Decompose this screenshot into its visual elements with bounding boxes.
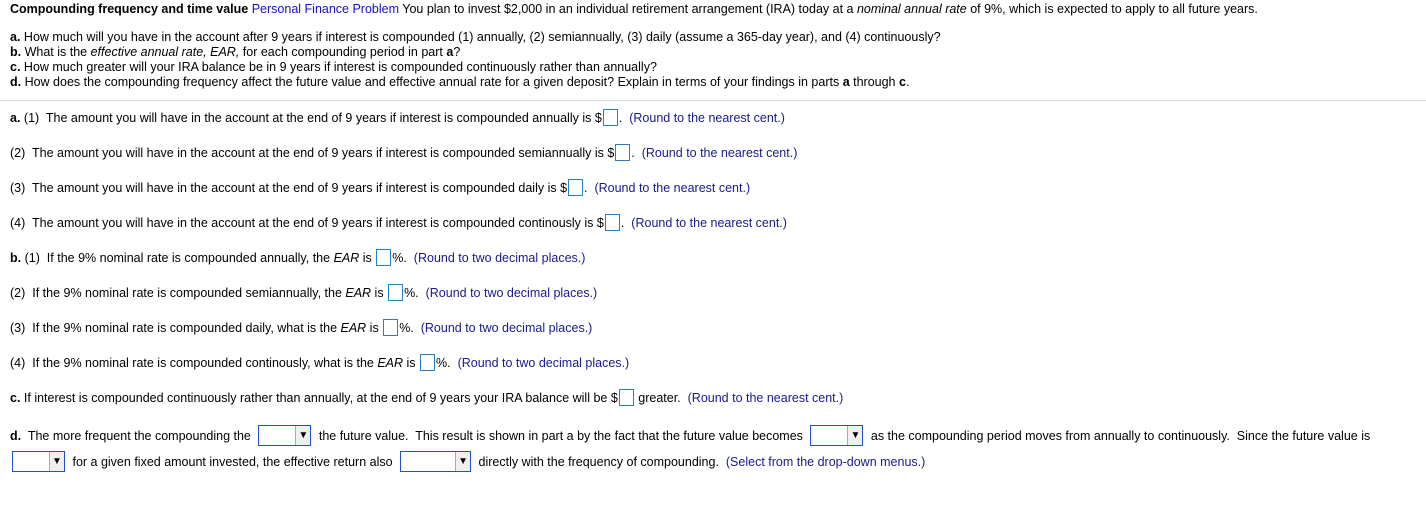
problem-tag[interactable]: Personal Finance Problem [251,2,400,16]
dropdown-2[interactable] [810,425,863,446]
dropdown-arrow-icon: ▼ [49,452,64,471]
hint: (Round to two decimal places.) [420,320,593,335]
dropdown-1[interactable] [258,425,311,446]
answer-a4: (4) The amount you will have in the account at the end of 9 years if interest is compounded continously is $ . (Round to the nearest cent.) [10,215,787,230]
dropdown-3[interactable] [12,451,65,472]
answer-a3: (3) The amount you will have in the account at the end of 9 years if interest is compounded daily is $ . (Round to the nearest cent.) [10,180,751,195]
answer-c: c. If interest is compounded continuously rather than annually, at the end of 9 years your IRA balance will be $ greater. (Round to the nearest cent.) [10,390,844,405]
hint: (Round to the nearest cent.) [687,390,844,405]
question-a: a. How much will you have in the account after 9 years if interest is compounded (1) annually, (2) semiannually, (3) daily (assume a 365-day year), and (4) continuously? [10,30,941,44]
problem-title: Compounding frequency and time value [10,2,249,16]
answer-b1: b. (1) If the 9% nominal rate is compounded annually, the EAR is %. (Round to two decimal places.) [10,250,586,265]
hint: (Select from the drop-down menus.) [725,454,926,469]
answer-d-line1: d. The more frequent the compounding the ▼ the future value. This result is shown in part a by the fact that the future value becomes ▼ as the compounding period moves from annually to continuously. Since the future value is [10,425,1370,446]
answer-input-b4[interactable] [420,354,435,371]
hint: (Round to two decimal places.) [413,250,586,265]
question-c: c. How much greater will your IRA balance be in 9 years if interest is compounded continuously rather than annually? [10,60,657,74]
hint: (Round to the nearest cent.) [629,110,785,125]
problem-header [10,2,1258,16]
answer-input-c[interactable] [619,389,634,406]
answer-input-a3[interactable] [568,179,583,196]
answer-b3: (3) If the 9% nominal rate is compounded daily, what is the EAR is %. (Round to two decimal places.) [10,320,593,335]
question-b: b. What is the effective annual rate, EAR, for each compounding period in part a? [10,45,461,59]
dropdown-arrow-icon: ▼ [847,426,862,445]
answer-b4: (4) If the 9% nominal rate is compounded continously, what is the EAR is %. (Round to two decimal places.) [10,355,630,370]
answer-input-a1[interactable] [603,109,618,126]
answer-input-b2[interactable] [388,284,403,301]
intro-emphasis: nominal annual rate [856,2,967,16]
dropdown-4[interactable] [400,451,471,472]
answer-a1: a. (1) The amount you will have in the account at the end of 9 years if interest is compounded annually is $ . (Round to the nearest cent.) [10,110,785,125]
answer-a2: (2) The amount you will have in the account at the end of 9 years if interest is compounded semiannually is $ . (Round to the nearest cent.) [10,145,798,160]
answer-d-line2: ▼ for a given fixed amount invested, the effective return also ▼ directly with the frequency of compounding. (Select from the drop-down menus.) [8,451,925,472]
hint: (Round to the nearest cent.) [631,215,787,230]
answer-b2: (2) If the 9% nominal rate is compounded semiannually, the EAR is %. (Round to two decimal places.) [10,285,598,300]
answer-input-a2[interactable] [615,144,630,161]
intro-text-end: of 9%, which is expected to apply to all future years. [966,2,1258,16]
answer-input-a4[interactable] [605,214,620,231]
hint: (Round to the nearest cent.) [641,145,798,160]
hint: (Round to two decimal places.) [457,355,630,370]
answer-input-b1[interactable] [376,249,391,266]
hint: (Round to the nearest cent.) [594,180,751,195]
intro-text: You plan to invest $2,000 in an individual retirement arrangement (IRA) today at a [402,2,857,16]
hint: (Round to two decimal places.) [425,285,598,300]
dropdown-arrow-icon: ▼ [295,426,310,445]
divider [0,100,1426,101]
question-d: d. How does the compounding frequency affect the future value and effective annual rate for a given deposit? Explain in terms of your findings in parts a through c. [10,75,910,89]
dropdown-arrow-icon: ▼ [455,452,470,471]
answer-input-b3[interactable] [383,319,398,336]
